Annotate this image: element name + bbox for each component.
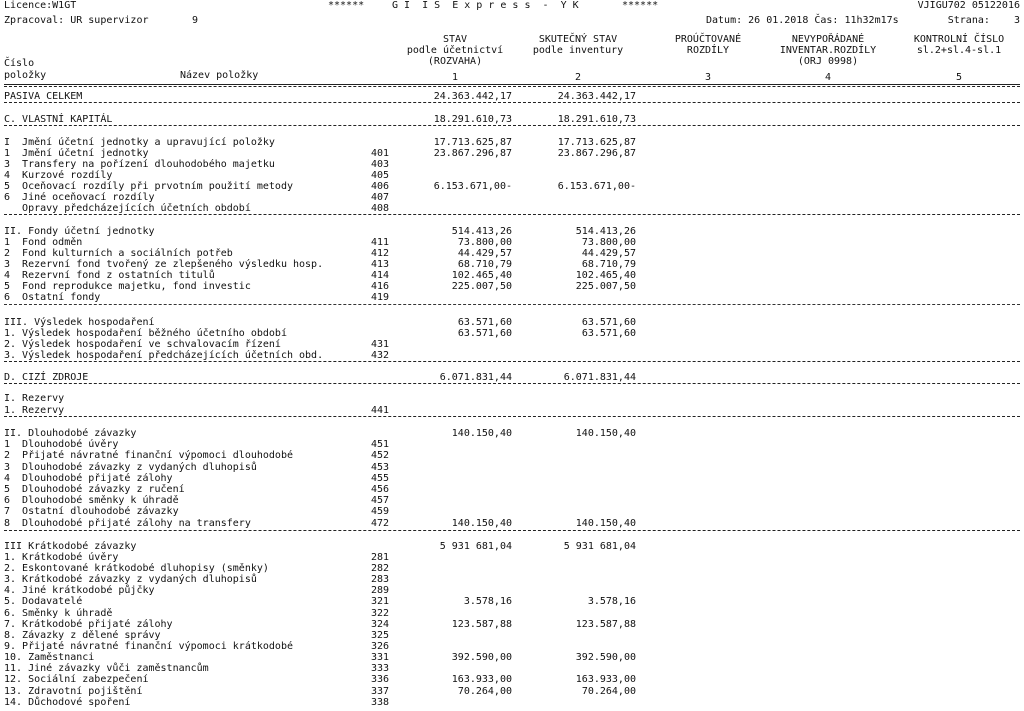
row-value-accounting: 6.153.671,00-: [433, 181, 512, 192]
row-value-accounting: 140.150,40: [451, 428, 512, 439]
row-code: 408: [371, 203, 390, 214]
row-code: 321: [371, 596, 390, 607]
row-value-inventory: 68.710,79: [581, 259, 636, 270]
row-name: 1 Jmění účetní jednotky: [4, 148, 149, 159]
row-code: 283: [371, 574, 390, 585]
row-code: 412: [371, 248, 390, 259]
row-value-accounting: 102.465,40: [451, 270, 512, 281]
product-title: G I I S E x p r e s s - Y K: [392, 0, 579, 11]
row-name: D. CIZÍ ZDROJE: [4, 372, 89, 383]
row-name: 1. Krátkodobé úvěry: [4, 552, 119, 563]
section-rule: [4, 416, 1020, 417]
row-value-inventory: 63.571,60: [581, 317, 636, 328]
header-rule: [4, 84, 1020, 85]
row-name: II. Dlouhodobé závazky: [4, 428, 137, 439]
col1-header-l3: (ROZVAHA): [427, 56, 483, 67]
row-value-accounting: 514.413,26: [451, 226, 512, 237]
row-name: 10. Zaměstnanci: [4, 652, 95, 663]
row-name: 1. Výsledek hospodaření běžného účetního období: [4, 328, 287, 339]
row-code: 455: [371, 473, 390, 484]
header-rule-dashed: [4, 86, 1020, 87]
row-code: 441: [371, 405, 390, 416]
report-code: VJIGU702 05122016: [917, 0, 1020, 11]
item-number-header-l2: položky: [4, 70, 47, 81]
row-value-accounting: 63.571,60: [457, 317, 512, 328]
row-name: 6 Dlouhodobé směnky k úhradě: [4, 495, 179, 506]
row-value-accounting: 68.710,79: [457, 259, 512, 270]
row-value-accounting: 24.363.442,17: [433, 91, 512, 102]
row-name: 8 Dlouhodobé přijaté zálohy na transfery: [4, 518, 251, 529]
row-code: 337: [371, 686, 390, 697]
section-rule: [4, 214, 1020, 215]
row-name: 2. Výsledek hospodaření ve schvalovacím řízení: [4, 339, 281, 350]
row-name: 1 Dlouhodobé úvěry: [4, 439, 119, 450]
row-code: 326: [371, 641, 390, 652]
row-value-inventory: 392.590,00: [575, 652, 636, 663]
col5-header-l1: KONTROLNÍ ČÍSLO: [913, 34, 1005, 45]
licence-label: Licence:W1GT: [4, 0, 77, 11]
col2-number: 2: [574, 72, 582, 83]
col3-header-l2: ROZDÍLY: [686, 45, 730, 56]
row-code: 407: [371, 192, 390, 203]
page-number: Strana: 3: [947, 15, 1020, 26]
row-name: I Jmění účetní jednotky a upravující položky: [4, 137, 275, 148]
row-name: 2 Přijaté návratné finanční výpomoci dlouhodobé: [4, 450, 293, 461]
row-value-accounting: 17.713.625,87: [433, 137, 512, 148]
row-code: 281: [371, 552, 390, 563]
row-name: 7 Ostatní dlouhodobé závazky: [4, 506, 179, 517]
row-code: 333: [371, 663, 390, 674]
row-code: 414: [371, 270, 390, 281]
row-value-inventory: 163.933,00: [575, 674, 636, 685]
row-code: 457: [371, 495, 390, 506]
row-value-inventory: 5 931 681,04: [563, 541, 636, 552]
row-code: 431: [371, 339, 390, 350]
item-name-header: Název položky: [180, 70, 259, 81]
row-code: 331: [371, 652, 390, 663]
row-value-inventory: 17.713.625,87: [557, 137, 636, 148]
col1-number: 1: [451, 72, 459, 83]
row-value-inventory: 63.571,60: [581, 328, 636, 339]
row-name: 2 Fond kulturních a sociálních potřeb: [4, 248, 233, 259]
row-name: 5 Fond reprodukce majetku, fond investic: [4, 281, 251, 292]
row-name: Opravy předcházejících účetních období: [4, 203, 251, 214]
row-code: 411: [371, 237, 390, 248]
row-value-accounting: 123.587,88: [451, 619, 512, 630]
col3-number: 3: [704, 72, 712, 83]
row-code: 324: [371, 619, 390, 630]
row-name: 5 Dlouhodobé závazky z ručení: [4, 484, 185, 495]
row-name: 3. Výsledek hospodaření předcházejících účetních obd.: [4, 350, 324, 361]
row-value-inventory: 23.867.296,87: [557, 148, 636, 159]
section-rule: [4, 125, 1020, 126]
row-name: 1 Fond odměn: [4, 237, 83, 248]
section-rule: [4, 530, 1020, 531]
row-name: 3. Krátkodobé závazky z vydaných dluhopisů: [4, 574, 257, 585]
col4-header-l3: (ORJ 0998): [797, 56, 859, 67]
row-name: 9. Přijaté návratné finanční výpomoci krátkodobé: [4, 641, 293, 652]
col2-header-l1: SKUTEČNÝ STAV: [538, 34, 618, 45]
row-name: 4 Kurzové rozdíly: [4, 170, 113, 181]
row-name: 5. Dodavatelé: [4, 596, 83, 607]
row-name: III. Výsledek hospodaření: [4, 317, 155, 328]
row-value-inventory: 73.800,00: [581, 237, 636, 248]
stars-left: ******: [328, 0, 365, 11]
row-code: 453: [371, 462, 390, 473]
section-rule: [4, 102, 1020, 103]
row-name: III Krátkodobé závazky: [4, 541, 137, 552]
row-name: 13. Zdravotní pojištění: [4, 686, 143, 697]
row-value-accounting: 73.800,00: [457, 237, 512, 248]
row-code: 336: [371, 674, 390, 685]
row-code: 338: [371, 697, 390, 708]
row-value-inventory: 102.465,40: [575, 270, 636, 281]
row-value-inventory: 44.429,57: [581, 248, 636, 259]
row-name: I. Rezervy: [4, 393, 65, 404]
row-name: 1. Rezervy: [4, 405, 65, 416]
row-code: 413: [371, 259, 390, 270]
row-name: 2. Eskontované krátkodobé dluhopisy (směnky): [4, 563, 269, 574]
stars-right: ******: [622, 0, 659, 11]
processed-number: 9: [192, 15, 199, 26]
row-value-inventory: 6.071.831,44: [563, 372, 636, 383]
col4-header-l1: NEVYPOŘÁDANÉ: [791, 34, 865, 45]
row-value-accounting: 44.429,57: [457, 248, 512, 259]
row-code: 459: [371, 506, 390, 517]
row-code: 406: [371, 181, 390, 192]
section-rule: [4, 383, 1020, 384]
col4-number: 4: [824, 72, 832, 83]
section-rule: [4, 304, 1020, 305]
row-name: 4 Dlouhodobé přijaté zálohy: [4, 473, 173, 484]
row-code: 325: [371, 630, 390, 641]
row-value-inventory: 24.363.442,17: [557, 91, 636, 102]
row-value-accounting: 70.264,00: [457, 686, 512, 697]
report-date: Datum: 26 01.2018 Čas: 11h32m17s: [706, 15, 899, 26]
processed-by: Zpracoval: UR supervizor: [4, 15, 149, 26]
row-value-inventory: 6.153.671,00-: [557, 181, 636, 192]
row-value-accounting: 3.578,16: [463, 596, 512, 607]
col5-header-l2: sl.2+sl.4-sl.1: [916, 45, 1002, 56]
row-name: 7. Krátkodobé přijaté zálohy: [4, 619, 173, 630]
row-value-inventory: 70.264,00: [581, 686, 636, 697]
row-value-accounting: 23.867.296,87: [433, 148, 512, 159]
section-rule: [4, 361, 1020, 362]
row-name: 8. Závazky z dělené správy: [4, 630, 161, 641]
col2-header-l2: podle inventury: [532, 45, 624, 56]
col3-header-l1: PROÚČTOVANÉ: [674, 34, 742, 45]
row-code: 282: [371, 563, 390, 574]
row-value-inventory: 140.150,40: [575, 518, 636, 529]
row-name: 3 Dlouhodobé závazky z vydaných dluhopisů: [4, 462, 257, 473]
row-value-accounting: 63.571,60: [457, 328, 512, 339]
row-code: 451: [371, 439, 390, 450]
item-number-header-l1: Číslo: [4, 58, 35, 69]
row-name: 3 Rezervní fond tvořený ze zlepšeného výsledku hosp.: [4, 259, 324, 270]
row-name: 3 Transfery na pořízení dlouhodobého majetku: [4, 159, 275, 170]
col4-header-l2: INVENTAR.ROZDÍLY: [779, 45, 877, 56]
row-name: PASIVA CELKEM: [4, 91, 83, 102]
row-name: 6 Jiné oceňovací rozdíly: [4, 192, 155, 203]
row-value-inventory: 514.413,26: [575, 226, 636, 237]
row-code: 419: [371, 292, 390, 303]
row-value-accounting: 225.007,50: [451, 281, 512, 292]
row-code: 432: [371, 350, 390, 361]
row-name: 14. Důchodové spoření: [4, 697, 131, 708]
row-code: 289: [371, 585, 390, 596]
row-name: 5 Oceňovací rozdíly při prvotním použití metody: [4, 181, 293, 192]
row-code: 416: [371, 281, 390, 292]
row-name: II. Fondy účetní jednotky: [4, 226, 155, 237]
row-code: 472: [371, 518, 390, 529]
row-name: 4. Jiné krátkodobé půjčky: [4, 585, 155, 596]
row-code: 452: [371, 450, 390, 461]
row-name: 4 Rezervní fond z ostatních titulů: [4, 270, 215, 281]
row-value-accounting: 18.291.610,73: [433, 114, 512, 125]
col1-header-l2: podle účetnictví: [406, 45, 504, 56]
row-name: 6. Směnky k úhradě: [4, 608, 113, 619]
row-value-inventory: 3.578,16: [587, 596, 636, 607]
row-code: 405: [371, 170, 390, 181]
row-code: 456: [371, 484, 390, 495]
row-value-inventory: 140.150,40: [575, 428, 636, 439]
row-name: 12. Sociální zabezpečení: [4, 674, 149, 685]
col5-number: 5: [955, 72, 963, 83]
row-code: 401: [371, 148, 390, 159]
row-name: 11. Jiné závazky vůči zaměstnancům: [4, 663, 209, 674]
row-value-inventory: 123.587,88: [575, 619, 636, 630]
row-value-accounting: 140.150,40: [451, 518, 512, 529]
row-code: 322: [371, 608, 390, 619]
row-name: 6 Ostatní fondy: [4, 292, 101, 303]
row-value-accounting: 6.071.831,44: [439, 372, 512, 383]
row-value-accounting: 163.933,00: [451, 674, 512, 685]
col1-header-l1: STAV: [442, 34, 468, 45]
row-name: C. VLASTNÍ KAPITÁL: [4, 114, 113, 125]
row-value-accounting: 5 931 681,04: [439, 541, 512, 552]
row-value-accounting: 392.590,00: [451, 652, 512, 663]
row-value-inventory: 225.007,50: [575, 281, 636, 292]
row-value-inventory: 18.291.610,73: [557, 114, 636, 125]
row-code: 403: [371, 159, 390, 170]
